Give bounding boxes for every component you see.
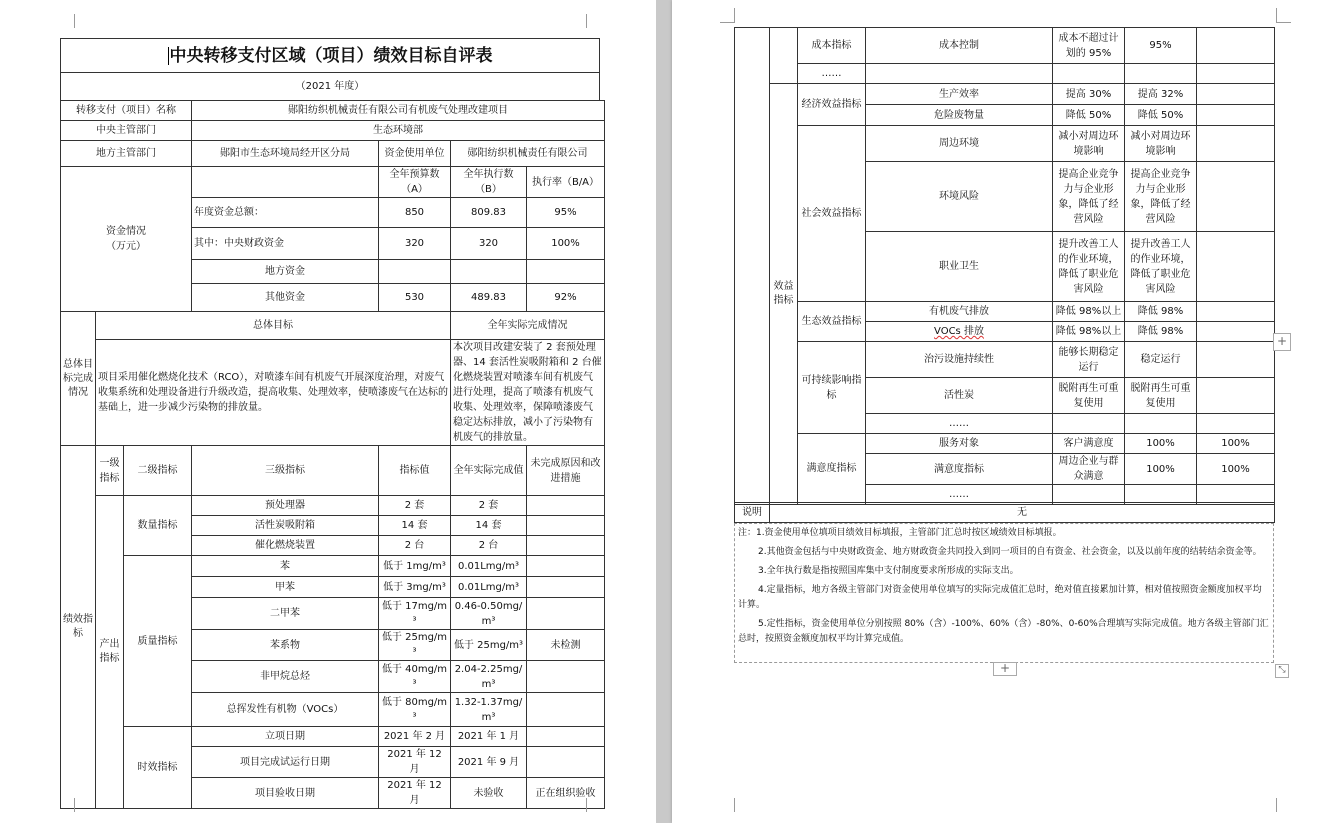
- empty-cell[interactable]: [1197, 414, 1275, 434]
- indicator-reason[interactable]: [527, 536, 605, 556]
- ellipsis-cell: ……: [798, 64, 866, 84]
- time-label: 时效指标: [124, 727, 192, 809]
- indicator-actual[interactable]: 脱附再生可重复使用: [1125, 378, 1197, 414]
- indicator-target[interactable]: 2021 年 2 月: [379, 727, 451, 747]
- indicator-reason[interactable]: [527, 598, 605, 630]
- indicator-actual[interactable]: 2.04-2.25mg/m³: [451, 661, 527, 693]
- project-name-label: 转移支付（项目）名称: [61, 101, 192, 121]
- satisfy-lv2: 服务对象: [866, 434, 1053, 454]
- indicator-name: 催化燃烧装置: [192, 536, 379, 556]
- col-target: 指标值: [379, 446, 451, 496]
- quality-label: 质量指标: [124, 556, 192, 727]
- indicator-actual[interactable]: 低于 25mg/m³: [451, 630, 527, 661]
- empty-cell[interactable]: [1197, 64, 1275, 84]
- crop-mark: [720, 8, 735, 23]
- indicator-target[interactable]: 低于 1mg/m³: [379, 556, 451, 577]
- indicator-reason[interactable]: [527, 496, 605, 516]
- notes-block[interactable]: [734, 523, 1274, 663]
- indicator-actual[interactable]: 2021 年 1 月: [451, 727, 527, 747]
- indicator-actual[interactable]: 稳定运行: [1125, 342, 1197, 378]
- output-continue-blank: [770, 28, 798, 84]
- funds-row-exec[interactable]: 320: [451, 228, 527, 260]
- ellipsis-cell: ……: [866, 414, 1053, 434]
- indicator-target[interactable]: 成本不超过计划的 95%: [1053, 28, 1125, 64]
- funds-col-budget: 全年预算数（A）: [379, 167, 451, 198]
- remark-value[interactable]: 无: [770, 503, 1275, 523]
- funds-row-exec[interactable]: [451, 260, 527, 284]
- indicator-name: 生产效率: [866, 84, 1053, 105]
- actual-text[interactable]: 本次项目改建安装了 2 套预处理器、14 套活性炭吸附箱和 2 台催化燃烧装置对喷漆车间有机废气进行处理，提高了喷漆有机废气收集、处理效率，保障喷漆废气稳定达标排放，减小了污染物有机废气的排放量。: [451, 340, 605, 446]
- social-label: 社会效益指标: [798, 126, 866, 302]
- goal-text[interactable]: 项目采用催化燃烧化技术（RCO），对喷漆车间有机废气开展深度治理，对废气收集系统和处理设备进行升级改造，提高收集、处理效率，使喷漆废气在达标的基础上，进一步减少污染物的排放量。: [96, 340, 451, 446]
- funds-label: 资金情况 （万元）: [61, 167, 192, 312]
- indicator-name: 项目验收日期: [192, 778, 379, 809]
- indicator-name: 成本控制: [866, 28, 1053, 64]
- col-lv2: 二级指标: [124, 446, 192, 496]
- indicator-name: 立项日期: [192, 727, 379, 747]
- output-label: 产出指标: [96, 496, 124, 809]
- indicator-name: 甲苯: [192, 577, 379, 598]
- local-dept-label: 地方主管部门: [61, 141, 192, 167]
- indicator-reason[interactable]: [527, 577, 605, 598]
- col-lv1: 一级指标: [96, 446, 124, 496]
- indicator-actual[interactable]: 1.32-1.37mg/m³: [451, 693, 527, 727]
- indicator-actual[interactable]: 提高 32%: [1125, 84, 1197, 105]
- year-label: （2021 年度）: [60, 72, 600, 100]
- funds-row-budget[interactable]: 850: [379, 198, 451, 228]
- indicator-name: 活性炭: [866, 378, 1053, 414]
- indicator-name: 环境风险: [866, 162, 1053, 232]
- funds-row-rate[interactable]: [527, 260, 605, 284]
- indicator-reason[interactable]: [1197, 84, 1275, 105]
- empty-cell[interactable]: [866, 64, 1053, 84]
- indicator-actual[interactable]: 100%: [1197, 434, 1275, 454]
- indicator-name: 有机废气排放: [866, 302, 1053, 322]
- indicator-target[interactable]: 2 台: [379, 536, 451, 556]
- funds-row-name: 其中：中央财政资金: [192, 228, 379, 260]
- funds-row-exec[interactable]: 809.83: [451, 198, 527, 228]
- goals-label: 总体目标完成情况: [61, 312, 96, 446]
- indicator-target[interactable]: 2021 年 12 月: [379, 778, 451, 809]
- actual-header: 全年实际完成情况: [451, 312, 605, 340]
- sustain-label: 可持续影响指标: [798, 342, 866, 434]
- indicator-reason[interactable]: [527, 747, 605, 778]
- crop-mark: [586, 14, 601, 28]
- indicator-target[interactable]: 低于 80mg/m³: [379, 693, 451, 727]
- note-line: 5.定性指标，资金使用单位分别按照 80%（含）-100%、60%（含）-80%、0-60%合理填写实际完成值。地方各级主管部门汇总时，按照资金额度加权平均计算完成值。: [738, 619, 1269, 644]
- perf-label: 绩效指标: [61, 446, 96, 809]
- indicator-target[interactable]: 提升改善工人的作业环境，降低了职业危害风险: [1053, 232, 1125, 302]
- indicator-name: 周边环境: [866, 126, 1053, 162]
- crop-mark: [1276, 8, 1291, 23]
- funds-row-name: 其他资金: [192, 284, 379, 312]
- indicator-reason[interactable]: [1197, 28, 1275, 64]
- indicator-reason[interactable]: 未检测: [527, 630, 605, 661]
- indicator-actual[interactable]: 降低 98%: [1125, 322, 1197, 342]
- indicator-actual[interactable]: 0.01Lmg/m³: [451, 577, 527, 598]
- indicator-target[interactable]: 低于 17mg/m³: [379, 598, 451, 630]
- performance-table-part1[interactable]: [60, 100, 605, 809]
- funds-row-budget[interactable]: 320: [379, 228, 451, 260]
- page-gap: [656, 0, 672, 823]
- indicator-name: 职业卫生: [866, 232, 1053, 302]
- empty-cell[interactable]: [1125, 414, 1197, 434]
- resize-handle-icon[interactable]: ⤡: [1275, 664, 1289, 678]
- indicator-target[interactable]: 能够长期稳定运行: [1053, 342, 1125, 378]
- indicator-target[interactable]: 100%: [1125, 454, 1197, 485]
- indicator-reason[interactable]: [1197, 302, 1275, 322]
- crop-mark: [586, 798, 601, 812]
- performance-table-part2[interactable]: [734, 27, 1275, 505]
- indicator-name: 总挥发性有机物（VOCs）: [192, 693, 379, 727]
- funds-row-rate[interactable]: 95%: [527, 198, 605, 228]
- indicator-name: 治污设施持续性: [866, 342, 1053, 378]
- indicator-actual[interactable]: 未验收: [451, 778, 527, 809]
- indicator-reason[interactable]: [1197, 232, 1275, 302]
- satisfy-lv2: 满意度指标: [866, 454, 1053, 485]
- indicator-reason[interactable]: [527, 693, 605, 727]
- funds-row-name: 年度资金总额：: [192, 198, 379, 228]
- indicator-target[interactable]: 降低 50%: [1053, 105, 1125, 126]
- funds-row-exec[interactable]: 489.83: [451, 284, 527, 312]
- indicator-target[interactable]: 提高 30%: [1053, 84, 1125, 105]
- funds-row-rate[interactable]: 92%: [527, 284, 605, 312]
- indicator-target[interactable]: 减小对周边环境影响: [1053, 126, 1125, 162]
- indicator-name: VOCs 排放: [866, 322, 1053, 342]
- indicator-actual[interactable]: 2021 年 9 月: [451, 747, 527, 778]
- document-page-1: [0, 0, 656, 823]
- indicator-actual[interactable]: 14 套: [451, 516, 527, 536]
- indicator-target[interactable]: 降低 98%以上: [1053, 302, 1125, 322]
- indicator-actual[interactable]: 提高企业竞争力与企业形象，降低了经营风险: [1125, 162, 1197, 232]
- indicator-target[interactable]: 100%: [1125, 434, 1197, 454]
- indicator-target[interactable]: 2 套: [379, 496, 451, 516]
- indicator-name: 苯: [192, 556, 379, 577]
- crop-mark: [60, 798, 75, 812]
- indicator-target[interactable]: 低于 25mg/m³: [379, 630, 451, 661]
- user-unit-label: 资金使用单位: [379, 141, 451, 167]
- funds-col-rate: 执行率（B/A）: [527, 167, 605, 198]
- indicator-name: 预处理器: [192, 496, 379, 516]
- page-title[interactable]: 中央转移支付区域（项目）绩效目标自评表: [60, 38, 600, 72]
- indicator-name: 苯系物: [192, 630, 379, 661]
- indicator-target[interactable]: 降低 98%以上: [1053, 322, 1125, 342]
- indicator-target[interactable]: 提高企业竞争力与企业形象，降低了经营风险: [1053, 162, 1125, 232]
- indicator-reason[interactable]: 正在组织验收: [527, 778, 605, 809]
- indicator-actual[interactable]: 100%: [1197, 454, 1275, 485]
- crop-mark: [720, 798, 735, 812]
- indicator-reason[interactable]: [527, 556, 605, 577]
- text-cursor: [168, 47, 169, 65]
- funds-row-rate[interactable]: 100%: [527, 228, 605, 260]
- col-reason: 未完成原因和改进措施: [527, 446, 605, 496]
- indicator-name: 非甲烷总烃: [192, 661, 379, 693]
- funds-blank-header: [192, 167, 379, 198]
- eco-label: 生态效益指标: [798, 302, 866, 342]
- col-actual: 全年实际完成值: [451, 446, 527, 496]
- indicator-reason[interactable]: [527, 661, 605, 693]
- user-unit-value[interactable]: 郧阳纺织机械责任有限公司: [451, 141, 605, 167]
- note-line: 2.其他资金包括与中央财政资金、地方财政资金共同投入到同一项目的自有资金、社会资金，以及以前年度的结转结余资金等。: [758, 547, 1262, 557]
- indicator-name: 客户满意度: [1053, 434, 1125, 454]
- indicator-target[interactable]: 低于 40mg/m³: [379, 661, 451, 693]
- qty-label: 数量指标: [124, 496, 192, 556]
- crop-mark: [1276, 798, 1291, 812]
- local-dept-value[interactable]: 郧阳市生态环境局经开区分局: [192, 141, 379, 167]
- funds-row-budget[interactable]: 530: [379, 284, 451, 312]
- indicator-reason[interactable]: [1197, 162, 1275, 232]
- indicator-target[interactable]: 脱附再生可重复使用: [1053, 378, 1125, 414]
- central-dept-label: 中央主管部门: [61, 121, 192, 141]
- remark-row[interactable]: [734, 502, 1275, 523]
- indicator-reason[interactable]: [1197, 105, 1275, 126]
- cost-label: 成本指标: [798, 28, 866, 64]
- crop-mark: [60, 14, 75, 28]
- indicator-actual[interactable]: 降低 98%: [1125, 302, 1197, 322]
- funds-col-exec: 全年执行数（B）: [451, 167, 527, 198]
- perf-continue-blank: [735, 28, 770, 505]
- indicator-target[interactable]: 14 套: [379, 516, 451, 536]
- add-column-plus-icon[interactable]: +: [1273, 333, 1291, 351]
- note-line: 3.全年执行数是指按照国库集中支付制度要求所形成的实际支出。: [758, 566, 1019, 576]
- indicator-actual[interactable]: 0.46-0.50mg/m³: [451, 598, 527, 630]
- econ-label: 经济效益指标: [798, 84, 866, 126]
- indicator-actual[interactable]: 0.01Lmg/m³: [451, 556, 527, 577]
- goal-header: 总体目标: [96, 312, 451, 340]
- add-row-plus-icon[interactable]: +: [993, 662, 1017, 676]
- indicator-actual[interactable]: 2 台: [451, 536, 527, 556]
- col-lv3: 三级指标: [192, 446, 379, 496]
- indicator-actual[interactable]: 95%: [1125, 28, 1197, 64]
- indicator-target[interactable]: 2021 年 12 月: [379, 747, 451, 778]
- funds-row-name: 地方资金: [192, 260, 379, 284]
- central-dept-value[interactable]: 生态环境部: [192, 121, 605, 141]
- indicator-reason[interactable]: [1197, 126, 1275, 162]
- indicator-actual[interactable]: 2 套: [451, 496, 527, 516]
- empty-cell[interactable]: [1125, 64, 1197, 84]
- indicator-actual[interactable]: 减小对周边环境影响: [1125, 126, 1197, 162]
- indicator-name: 项目完成试运行日期: [192, 747, 379, 778]
- remark-label: 说明: [735, 503, 770, 523]
- indicator-name: 危险废物量: [866, 105, 1053, 126]
- indicator-name: 周边企业与群众满意: [1053, 454, 1125, 485]
- benefit-label: 效益指标: [770, 84, 798, 505]
- indicator-reason[interactable]: [1197, 378, 1275, 414]
- note-line: 注：1.资金使用单位填项目绩效目标填报，主管部门汇总时按区域绩效目标填报。: [738, 528, 1062, 538]
- indicator-target[interactable]: 低于 3mg/m³: [379, 577, 451, 598]
- funds-row-budget[interactable]: [379, 260, 451, 284]
- indicator-reason[interactable]: [527, 727, 605, 747]
- satisfy-label: 满意度指标: [798, 434, 866, 505]
- project-name-value[interactable]: 郧阳纺织机械责任有限公司有机废气处理改建项目: [192, 101, 605, 121]
- indicator-name: 二甲苯: [192, 598, 379, 630]
- ellipsis-cell: ……: [866, 485, 1053, 505]
- note-line: 4.定量指标，地方各级主管部门对资金使用单位填写的实际完成值汇总时，绝对值直接累加计算，相对值按照资金额度加权平均计算。: [738, 585, 1262, 610]
- empty-cell[interactable]: [1053, 64, 1125, 84]
- indicator-reason[interactable]: [1197, 322, 1275, 342]
- indicator-actual[interactable]: 降低 50%: [1125, 105, 1197, 126]
- empty-cell[interactable]: [1053, 414, 1125, 434]
- indicator-name: 活性炭吸附箱: [192, 516, 379, 536]
- indicator-reason[interactable]: [1197, 342, 1275, 378]
- indicator-actual[interactable]: 提升改善工人的作业环境，降低了职业危害风险: [1125, 232, 1197, 302]
- indicator-reason[interactable]: [527, 516, 605, 536]
